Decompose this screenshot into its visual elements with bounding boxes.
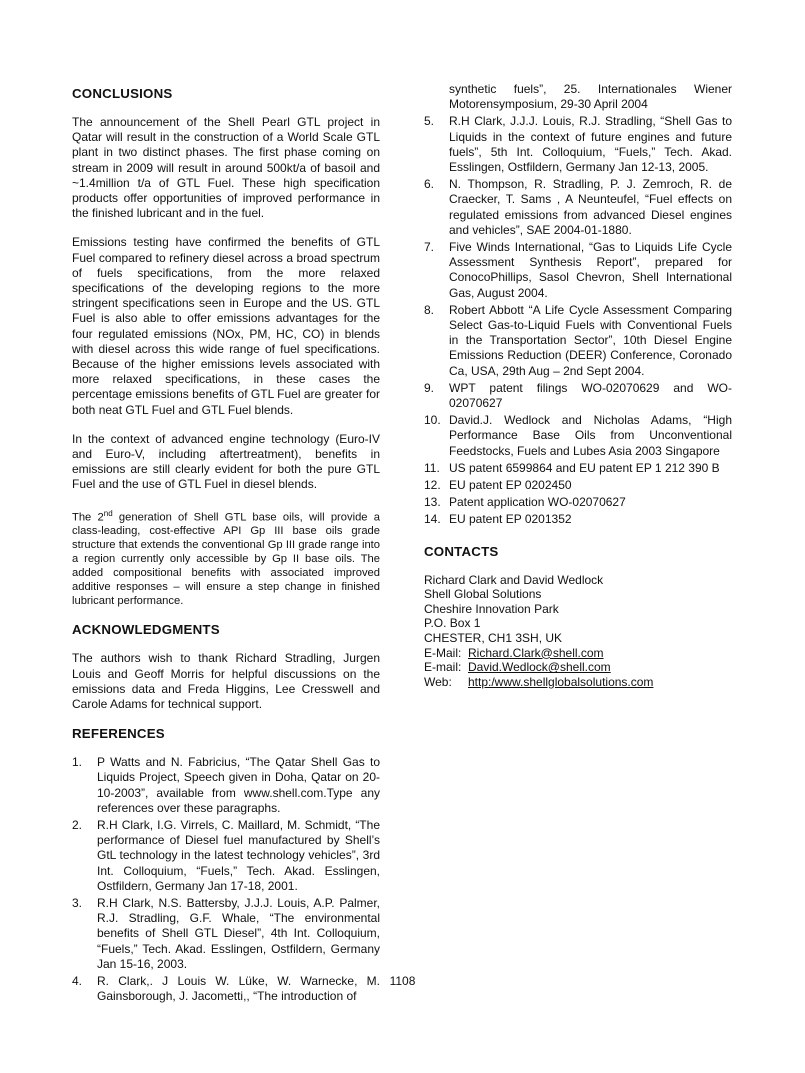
email-label: E-Mail: [424,645,462,660]
reference-item: 6. N. Thompson, R. Stradling, P. J. Zemroch, R. de Craecker, T. Sams , A Neunteufel, “Fuel effects on regulated emissions from advanced Diesel engines and vehicles”, SAE 2004-01-1880. [424,177,732,237]
email-row-2 [424,660,732,675]
contact-box: P.O. Box 1 [424,616,481,631]
contact-city: CHESTER, CH1 3SH, UK [424,631,563,646]
conclusions-paragraph-2: Emissions testing have confirmed the benefits of GTL Fuel compared to refinery diesel across a broad spectrum of fuels specifications, from the more relaxed specifications of the developing regions to the more stringent specifications seen in Europe and the US. GTL Fuel is also able to offer emissions advantages for the four regulated emissions (NOx, PM, HC, CO) in blends with diesel across this wide range of fuel specifications. Because of the higher emissions levels associated with more relaxed specifications, in these cases the percentage emissions benefits of GTL Fuel are greater for both neat GTL Fuel and GTL Fuel blends. [72,235,380,417]
reference-item: 12. EU patent EP 0202450 [424,478,572,493]
conclusions-paragraph-1: The announcement of the Shell Pearl GTL project in Qatar will result in the construction of a World Scale GTL plant in two distinct phases. The first phase coming on stream in 2009 will result in around 500kt/a of basoil and ~1.4million t/a of GTL Fuel. These high specification products offer opportunities of improved performance in the finished lubricant and in the fuel. [72,115,380,221]
web-label: Web: [424,674,452,689]
right-column [424,82,732,689]
reference-continuation: synthetic fuels”, 25. Internationales Wiener Motorensymposium, 29-30 April 2004 [449,82,732,112]
reference-item: 9. WPT patent filings WO-02070629 and WO-02070627 [424,380,732,411]
references-list-right [424,114,732,527]
contact-names: Richard Clark and David Wedlock [424,572,604,587]
acknowledgments-heading: ACKNOWLEDGMENTS [72,622,220,638]
reference-item: 1. P Watts and N. Fabricius, “The Qatar Shell Gas to Liquids Project, Speech given in Doha, Qatar on 20-10-2003”, available from www.shell.com.Type any references over these paragraphs. [72,755,380,815]
reference-item: 7. Five Winds International, “Gas to Liquids Life Cycle Assessment Synthesis Report”, prepared for ConocoPhillips, Sasol Chevron, Shell International Gas, August 2004. [424,240,732,300]
reference-item: 5. R.H Clark, J.J.J. Louis, R.J. Stradling, “Shell Gas to Liquids in the context of future engines and future fuels”, 5th Int. Colloquium, “Fuels,” Tech. Akad. Esslingen, Ostfildern, Germany Jan 12-13, 2005. [424,114,732,175]
web-row [424,675,732,690]
page-number: 1108 [389,974,416,988]
acknowledgments-text: The authors wish to thank Richard Stradling, Jurgen Louis and Geoff Morris for helpful discussions on the emissions data and Freda Higgins, Lee Cresswell and Carole Adams for technical support. [72,651,380,712]
email-row-1 [424,646,732,661]
references-heading: REFERENCES [72,726,165,742]
conclusions-heading: CONCLUSIONS [72,86,173,101]
conclusions-paragraph-3: In the context of advanced engine technology (Euro-IV and Euro-V, including aftertreatment), benefits in emissions are still clearly evident for both the pure GTL Fuel and the use of GTL Fuel in diesel blends. [72,431,380,492]
reference-item: 10. David.J. Wedlock and Nicholas Adams, “High Performance Base Oils from Unconventional Feedstocks, Fuels and Lubes Asia 2003 Singapore [424,413,732,458]
conclusions-paragraph-4: The 2nd generation of Shell GTL base oils, will provide a class-leading, cost-effective API Gp III base oils grade structure that extends the conventional Gp III grade range into a region currently only accessible by Gp II base oils. The added compositional benefits with associated improved additive responses – will ensure a step change in finished lubricant performance. [72,508,380,608]
contact-org: Shell Global Solutions [424,587,542,602]
reference-item: 11. US patent 6599864 and EU patent EP 1 212 390 B [424,460,720,475]
left-column [72,82,380,1006]
reference-item: 14. EU patent EP 0201352 [424,512,572,527]
email-label: E-mail: [424,660,462,675]
reference-item: 13. Patent application WO-02070627 [424,495,626,510]
email-link-richard[interactable]: Richard.Clark@shell.com [468,645,604,660]
contacts-heading: CONTACTS [424,543,499,559]
email-link-david[interactable]: David.Wedlock@shell.com [468,660,611,675]
contacts-block [424,573,732,690]
reference-item: 8. Robert Abbott “A Life Cycle Assessment Comparing Select Gas-to-Liquid Fuels with Conventional Fuels in the Transportation Sector”, 10th Diesel Engine Emissions Reduction (DEER) Conference, Coronado Ca, USA, 29th Aug – 2nd Sept 2004. [424,302,732,378]
contact-site: Cheshire Innovation Park [424,601,559,616]
reference-item: 3. R.H Clark, N.S. Battersby, J.J.J. Louis, A.P. Palmer, R.J. Stradling, G.F. Whale, “The environmental benefits of Shell GTL Diesel”, 4th Int. Colloquium, “Fuels,” Tech. Akad. Esslingen, Ostfildern, Germany Jan 15-16, 2003. [72,896,380,971]
reference-item: 2. R.H Clark, I.G. Virrels, C. Maillard, M. Schmidt, “The performance of Diesel fuel manufactured by Shell’s GtL technology in the latest technology vehicles”, 3rd Int. Colloquium, “Fuels,” Tech. Akad. Esslingen, Ostfildern, Germany Jan 17-18, 2001. [72,818,380,893]
web-link[interactable]: http:/www.shellglobalsolutions.com [468,674,654,689]
references-list-left [72,755,380,1004]
reference-item: 4. R. Clark,. J Louis W. Lüke, W. Warnecke, M. Gainsborough, J. Jacometti,, “The introduction of [72,974,380,1004]
